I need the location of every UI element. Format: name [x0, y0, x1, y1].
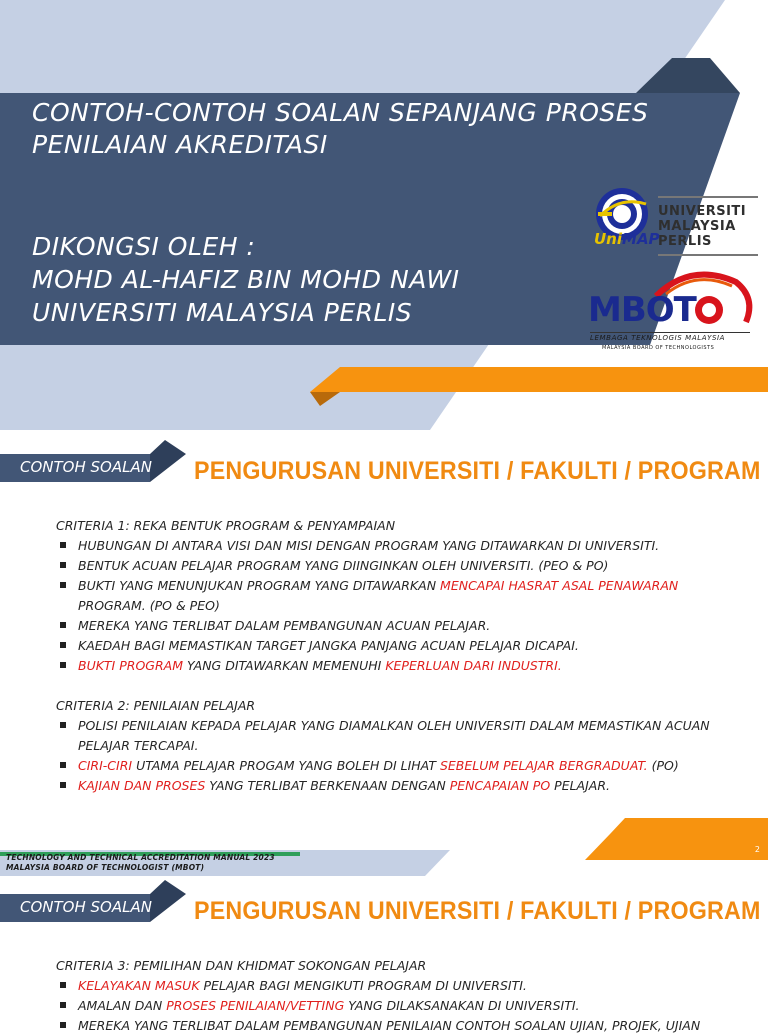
bullet-icon [60, 762, 66, 768]
cover-slide [0, 0, 768, 430]
bullet-icon [60, 542, 66, 548]
bullet-icon [60, 622, 66, 628]
slide-3-body [56, 956, 726, 1036]
list-item: BENTUK ACUAN PELAJAR PROGRAM YANG DIINGINKAN OLEH UNIVERSITI. (PEO & PO) [56, 556, 726, 576]
bullet-icon [60, 642, 66, 648]
slide-3-heading: PENGURUSAN UNIVERSITI / FAKULTI / PROGRAM [194, 897, 761, 925]
bullet-icon [60, 782, 66, 788]
bullet-icon [60, 662, 66, 668]
mbot-rule [590, 332, 750, 333]
author-name: MOHD AL-HAFIZ BIN MOHD NAWI [32, 265, 460, 294]
slide-2-tag-label: CONTOH SOALAN [20, 458, 152, 476]
list-item: POLISI PENILAIAN KEPADA PELAJAR YANG DIAMALKAN OLEH UNIVERSITI DALAM MEMASTIKAN ACUAN PELAJAR TERCAPAI. [56, 716, 726, 756]
unimap-rule-top [658, 196, 758, 198]
criteria-3-title: CRITERIA 3: PEMILIHAN DAN KHIDMAT SOKONGAN PELAJAR [56, 958, 427, 973]
cover-title-line-2: PENILAIAN AKREDITASI [32, 130, 328, 159]
mbot-logo [586, 268, 762, 364]
slide-2 [0, 440, 768, 876]
slide-3-tag-label: CONTOH SOALAN [20, 898, 152, 916]
footer-manual: TECHNOLOGY AND TECHNICAL ACCREDITATION MANUAL 2023 [6, 853, 275, 862]
bullet-icon [60, 722, 66, 728]
list-item: KAEDAH BAGI MEMASTIKAN TARGET JANGKA PANJANG ACUAN PELAJAR DICAPAI. [56, 636, 726, 656]
list-item: HUBUNGAN DI ANTARA VISI DAN MISI DENGAN PROGRAM YANG DITAWARKAN DI UNIVERSITI. [56, 536, 726, 556]
bullet-icon [60, 1002, 66, 1008]
list-item: BUKTI PROGRAM YANG DITAWARKAN MEMENUHI KEPERLUAN DARI INDUSTRI. [56, 656, 726, 676]
author-university: UNIVERSITI MALAYSIA PERLIS [32, 298, 413, 327]
list-item: MEREKA YANG TERLIBAT DALAM PEMBANGUNAN ACUAN PELAJAR. [56, 616, 726, 636]
slide-3 [0, 880, 768, 1033]
mbot-wordmark: MBOT [588, 290, 696, 330]
mbot-subtitle-en: MALAYSIA BOARD OF TECHNOLOGISTS [602, 345, 715, 351]
list-item: KAJIAN DAN PROSES YANG TERLIBAT BERKENAAN DENGAN PENCAPAIAN PO PELAJAR. [56, 776, 726, 796]
slide-2-heading: PENGURUSAN UNIVERSITI / FAKULTI / PROGRAM [194, 457, 761, 485]
cover-title-line-1: CONTOH-CONTOH SOALAN SEPANJANG PROSES [32, 98, 649, 127]
list-item: AMALAN DAN PROSES PENILAIAN/VETTING YANG DILAKSANAKAN DI UNIVERSITI. [56, 996, 726, 1016]
unimap-logo [590, 186, 760, 258]
list-item: BUKTI YANG MENUNJUKAN PROGRAM YANG DITAWARKAN MENCAPAI HASRAT ASAL PENAWARAN PROGRAM. (PO & PEO) [56, 576, 726, 616]
bullet-icon [60, 1022, 66, 1028]
bullet-icon [60, 562, 66, 568]
list-item: KELAYAKAN MASUK PELAJAR BAGI MENGIKUTI PROGRAM DI UNIVERSITI. [56, 976, 726, 996]
criteria-1-title: CRITERIA 1: REKA BENTUK PROGRAM & PENYAMPAIAN [56, 518, 396, 533]
list-item: MEREKA YANG TERLIBAT DALAM PEMBANGUNAN PENILAIAN CONTOH SOALAN UJIAN, PROJEK, UJIAN [56, 1016, 726, 1036]
bullet-icon [60, 582, 66, 588]
slide-2-body [56, 516, 726, 796]
bullet-icon [60, 982, 66, 988]
shared-by-label: DIKONGSI OLEH : [32, 232, 256, 261]
unimap-rule-bottom [658, 254, 758, 256]
mbot-subtitle: LEMBAGA TEKNOLOGIS MALAYSIA [590, 334, 726, 342]
page-number: 2 [754, 845, 760, 854]
unimap-wordmark: UniMAP [594, 230, 660, 248]
footer-board: MALAYSIA BOARD OF TECHNOLOGIST (MBOT) [6, 863, 205, 872]
list-item: CIRI-CIRI UTAMA PELAJAR PROGAM YANG BOLEH DI LIHAT SEBELUM PELAJAR BERGRADUAT. (PO) [56, 756, 726, 776]
criteria-2-title: CRITERIA 2: PENILAIAN PELAJAR [56, 698, 256, 713]
unimap-name: UNIVERSITI MALAYSIA PERLIS [658, 204, 747, 249]
